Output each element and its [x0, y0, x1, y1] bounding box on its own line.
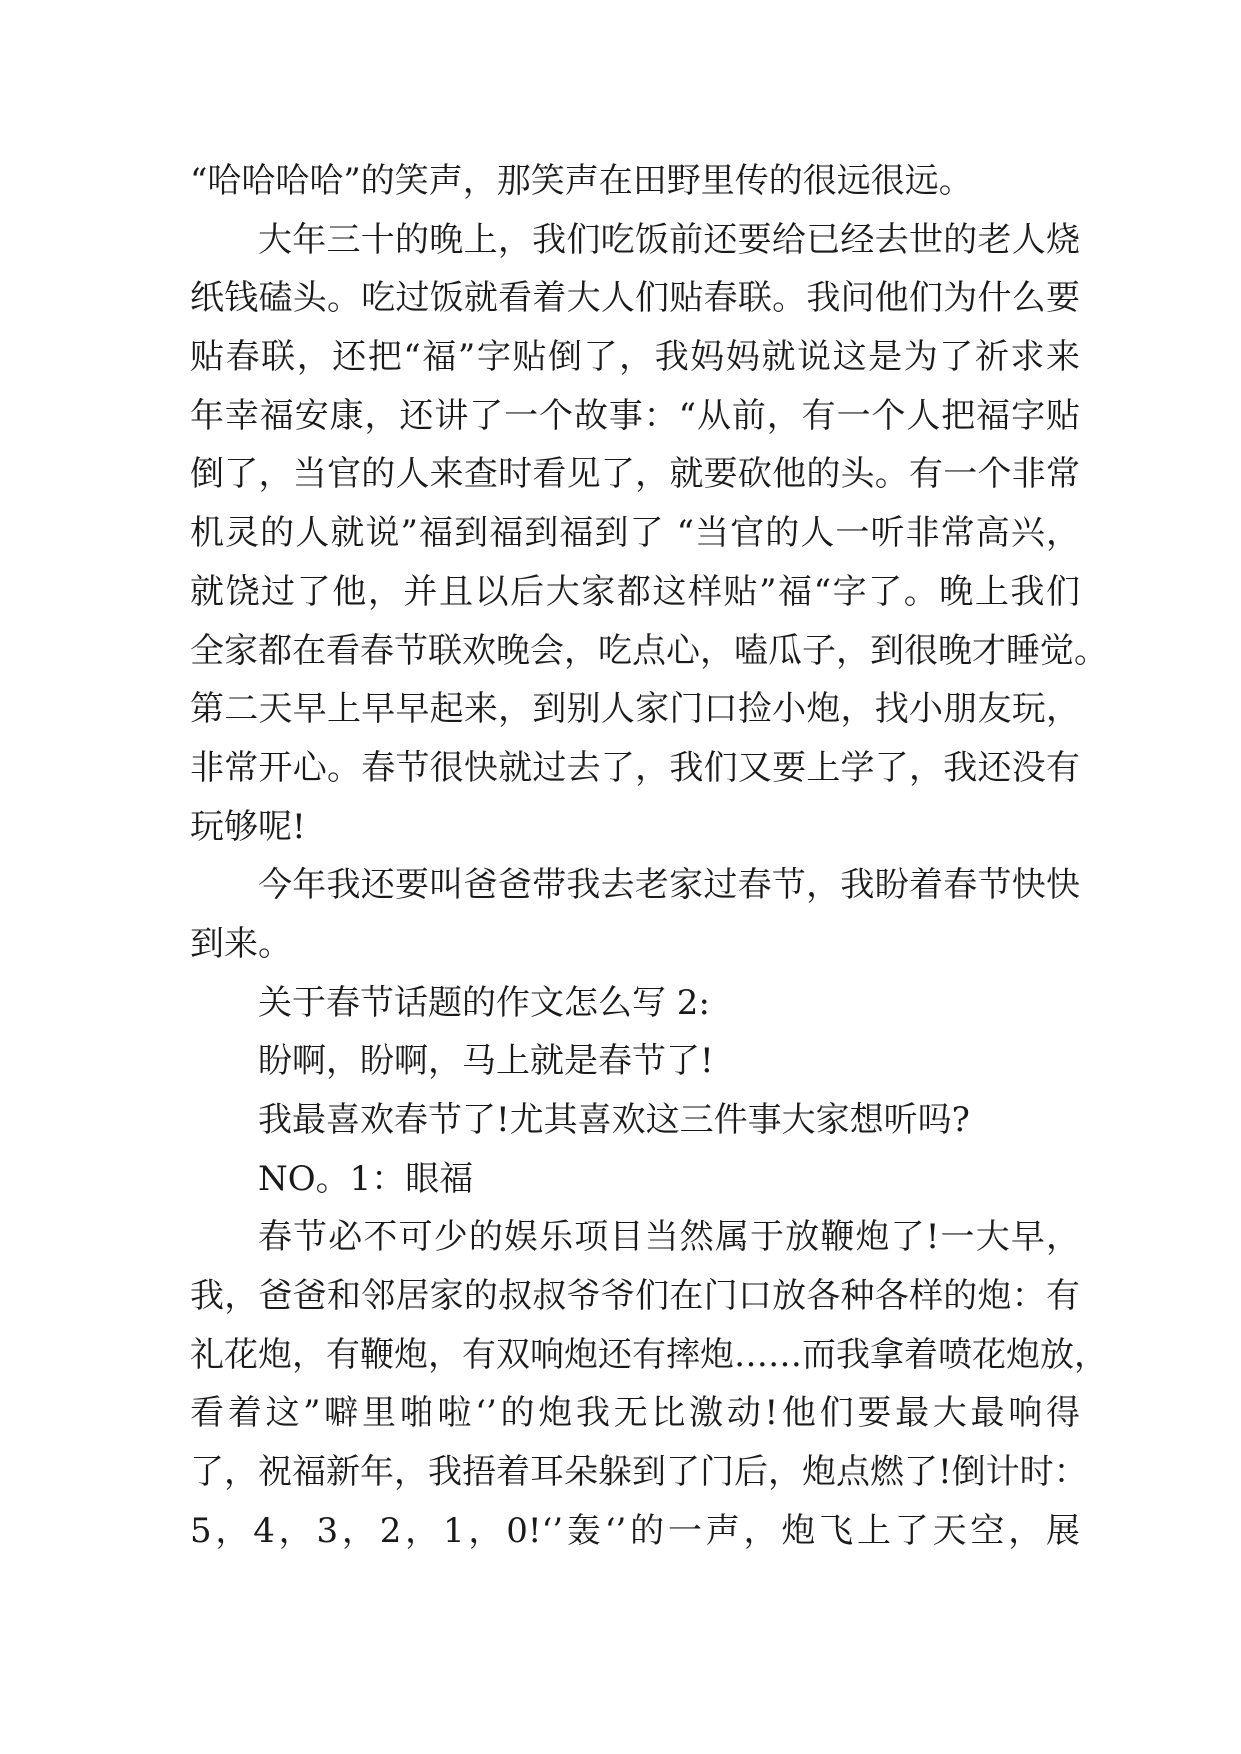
text-line: 机灵的人就说”福到福到福到了 “当官的人一听非常高兴， — [190, 513, 1080, 554]
text-line: “哈哈哈哈”的笑声，那笑声在田野里传的很远很远。 — [190, 161, 973, 201]
text-line: 年幸福安康，还讲了一个故事：“从前，有一个人把福字贴 — [190, 395, 1080, 436]
text-line: 第二天早上早早起来，到别人家门口捡小炮，找小朋友玩， — [190, 689, 1080, 730]
text-line: NO。1：眼福 — [258, 1158, 474, 1199]
text-line: 礼花炮，有鞭炮，有双响炮还有摔炮……而我拿着喷花炮放， — [190, 1334, 1108, 1375]
text-line: 我，爸爸和邻居家的叔叔爷爷们在门口放各种各样的炮：有 — [190, 1276, 1080, 1317]
text-line: 盼啊，盼啊，马上就是春节了! — [258, 1041, 714, 1082]
text-line: 了，祝福新年，我捂着耳朵躲到了门后，炮点燃了!倒计时： — [190, 1452, 1088, 1493]
text-line: 玩够呢! — [190, 806, 306, 847]
text-line: 到来。 — [190, 923, 292, 964]
text-line: 贴春联，还把“福”字贴倒了，我妈妈就说这是为了祈求来 — [190, 337, 1080, 378]
text-line: 纸钱磕头。吃过饭就看着大人们贴春联。我问他们为什么要 — [190, 278, 1080, 319]
text-line: 今年我还要叫爸爸带我去老家过春节，我盼着春节快快 — [258, 865, 1080, 906]
text-line: 5，4，3，2，1，0!‘’轰‘’的一声，炮飞上了天空，展 — [190, 1510, 1080, 1551]
text-line: 非常开心。春节很快就过去了，我们又要上学了，我还没有 — [190, 747, 1080, 788]
text-line: 看着这”噼里啪啦‘’的炮我无比激动!他们要最大最响得 — [190, 1393, 1080, 1434]
text-line: 倒了，当官的人来查时看见了，就要砍他的头。有一个非常 — [190, 454, 1080, 495]
text-line: 大年三十的晚上，我们吃饭前还要给已经去世的老人烧 — [258, 219, 1080, 260]
text-line: 全家都在看春节联欢晚会，吃点心，嗑瓜子，到很晚才睡觉。 — [190, 630, 1108, 671]
text-line: 关于春节话题的作文怎么写 2: — [258, 982, 710, 1023]
document-body — [190, 152, 1108, 1561]
text-line: 春节必不可少的娱乐项目当然属于放鞭炮了!一大早， — [258, 1217, 1080, 1258]
text-line: 我最喜欢春节了!尤其喜欢这三件事大家想听吗? — [258, 1100, 970, 1140]
text-line: 就饶过了他，并且以后大家都这样贴”福“字了。晚上我们 — [190, 571, 1080, 612]
